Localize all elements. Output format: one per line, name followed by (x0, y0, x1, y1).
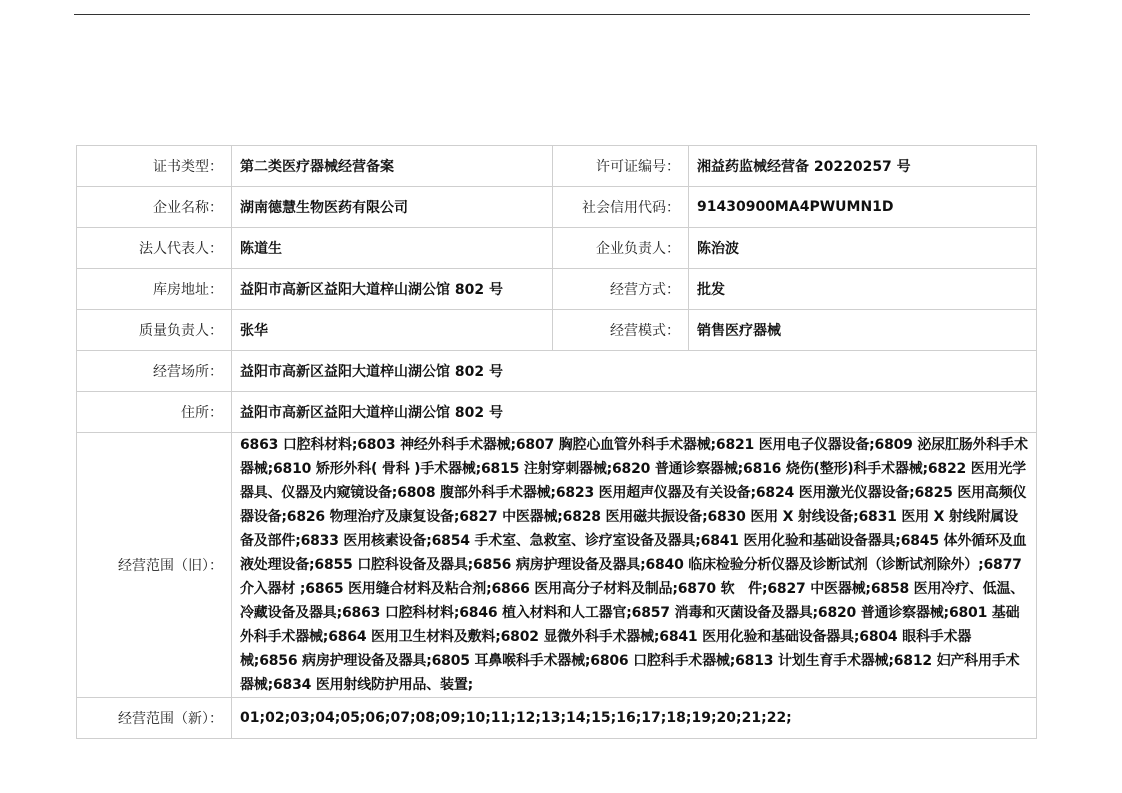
company-name-label: 企业名称： (77, 187, 232, 228)
cert-type-label: 证书类型： (77, 146, 232, 187)
quality-head-label: 质量负责人： (77, 310, 232, 351)
table-row (77, 228, 1037, 269)
residence-value: 益阳市高新区益阳大道梓山湖公馆 802 号 (232, 392, 1037, 433)
company-head-label: 企业负责人： (553, 228, 689, 269)
table-row (77, 351, 1037, 392)
residence-label: 住所： (77, 392, 232, 433)
table-row (77, 433, 1037, 698)
business-method-value: 批发 (689, 269, 1037, 310)
quality-head-value: 张华 (232, 310, 553, 351)
scope-old-label: 经营范围（旧）： (77, 433, 232, 698)
warehouse-addr-label: 库房地址： (77, 269, 232, 310)
table-row (77, 269, 1037, 310)
business-premises-value: 益阳市高新区益阳大道梓山湖公馆 802 号 (232, 351, 1037, 392)
company-head-value: 陈治波 (689, 228, 1037, 269)
license-no-value: 湘益药监械经营备 20220257 号 (689, 146, 1037, 187)
business-mode-value: 销售医疗器械 (689, 310, 1037, 351)
license-no-label: 许可证编号： (553, 146, 689, 187)
credit-code-value: 91430900MA4PWUMN1D (689, 187, 1037, 228)
credit-code-label: 社会信用代码： (553, 187, 689, 228)
cert-type-value: 第二类医疗器械经营备案 (232, 146, 553, 187)
business-mode-label: 经营模式： (553, 310, 689, 351)
legal-rep-label: 法人代表人： (77, 228, 232, 269)
warehouse-addr-value: 益阳市高新区益阳大道梓山湖公馆 802 号 (232, 269, 553, 310)
table-row (77, 146, 1037, 187)
scope-new-value: 01;02;03;04;05;06;07;08;09;10;11;12;13;14;15;16;17;18;19;20;21;22; (232, 698, 1037, 739)
scope-old-value: 6863 口腔科材料;6803 神经外科手术器械;6807 胸腔心血管外科手术器械;6821 医用电子仪器设备;6809 泌尿肛肠外科手术器械;6810 矫形外科( 骨科 )手术器械;6815 注射穿刺器械;6820 普通诊察器械;6816 烧伤(整形)科手术器械;6822 医用光学器具、仪器及内窥镜设备;6808 腹部外科手术器械;6823 医用超声仪器及有关设备;6824 医用激光仪器设备;6825 医用高频仪器设备;6826 物理治疗及康复设备;6827 中医器械;6828 医用磁共振设备;6830 医用 X 射线设备;6831 医用 X 射线附属设备及部件;6833 医用核素设备;6854 手术室、急救室、诊疗室设备及器具;6841 医用化验和基础设备器具;6845 体外循环及血液处理设备;6855 口腔科设备及器具;6856 病房护理设备及器具;6840 临床检验分析仪器及诊断试剂（诊断试剂除外）;6877 介入器材 ;6865 医用缝合材料及粘合剂;6866 医用高分子材料及制品;6870 软 件;6827 中医器械;6858 医用冷疗、低温、冷藏设备及器具;6863 口腔科材料;6846 植入材料和人工器官;6857 消毒和灭菌设备及器具;6820 普通诊察器械;6801 基础外科手术器械;6864 医用卫生材料及敷料;6802 显微外科手术器械;6841 医用化验和基础设备器具;6804 眼科手术器械;6856 病房护理设备及器具;6805 耳鼻喉科手术器械;6806 口腔科手术器械;6813 计划生育手术器械;6812 妇产科用手术器械;6834 医用射线防护用品、装置; (232, 433, 1037, 698)
table-row (77, 698, 1037, 739)
company-name-value: 湖南德慧生物医药有限公司 (232, 187, 553, 228)
table-row (77, 310, 1037, 351)
business-method-label: 经营方式： (553, 269, 689, 310)
business-premises-label: 经营场所： (77, 351, 232, 392)
table-row (77, 187, 1037, 228)
certificate-table (76, 145, 1037, 739)
table-row (77, 392, 1037, 433)
legal-rep-value: 陈道生 (232, 228, 553, 269)
scope-new-label: 经营范围（新）： (77, 698, 232, 739)
header-rule (74, 14, 1030, 15)
